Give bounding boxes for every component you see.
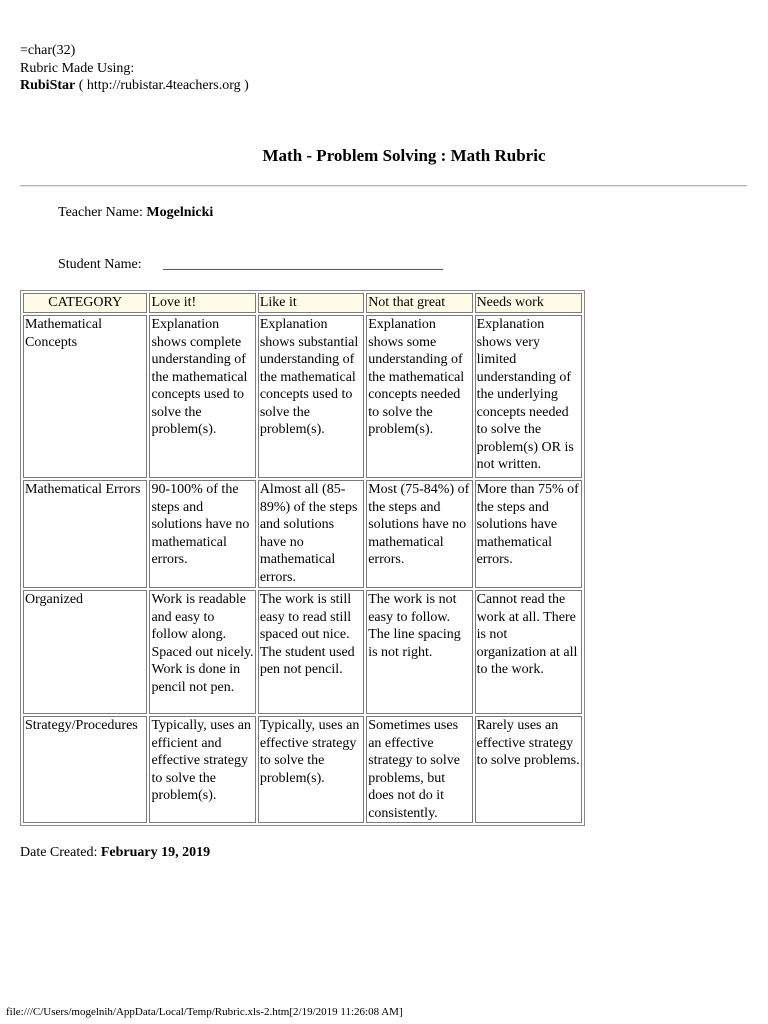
table-cell: Explanation shows some understanding of the mathematical concepts needed to solve the problem(s). xyxy=(366,315,472,478)
table-cell: More than 75% of the steps and solutions have mathematical errors. xyxy=(475,480,582,588)
table-cell: Typically, uses an efficient and effective strategy to solve the problem(s). xyxy=(149,716,255,823)
table-row xyxy=(23,590,582,714)
table-cell: Cannot read the work at all. There is not organization at all to the work. xyxy=(475,590,582,714)
source-url: ( http://rubistar.4teachers.org ) xyxy=(75,78,249,93)
student-name-line xyxy=(58,256,443,273)
table-cell: The work is not easy to follow. The line spacing is not right. xyxy=(366,590,472,714)
brand-name: RubiStar xyxy=(20,78,76,93)
horizontal-divider xyxy=(20,185,747,187)
table-row xyxy=(23,480,582,588)
header-category: CATEGORY xyxy=(23,293,147,313)
row-category: Strategy/Procedures xyxy=(23,716,147,823)
page-header xyxy=(20,42,249,95)
table-row xyxy=(23,716,582,823)
teacher-name: Mogelnicki xyxy=(146,205,214,220)
table-cell: The work is still easy to read still spaced out nice. The student used pen not pencil. xyxy=(258,590,364,714)
table-cell: Sometimes uses an effective strategy to solve problems, but does not do it consistently. xyxy=(366,716,472,823)
student-name-blank: ________________________________________ xyxy=(163,257,444,272)
table-cell: Explanation shows substantial understanding of the mathematical concepts used to solve the problem(s). xyxy=(258,315,364,478)
page-title: Math - Problem Solving : Math Rubric xyxy=(262,146,546,165)
date-created-line xyxy=(20,844,210,861)
table-cell: 90-100% of the steps and solutions have no mathematical errors. xyxy=(149,480,255,588)
table-cell: Rarely uses an effective strategy to solve problems. xyxy=(475,716,582,823)
file-path-footer: file:///C/Users/mogelnih/AppData/Local/Temp/Rubric.xls-2.htm[2/19/2019 11:26:08 AM] xyxy=(6,1006,403,1018)
row-category: Organized xyxy=(23,590,147,714)
rubric-header-row xyxy=(23,293,582,313)
table-cell: Explanation shows very limited understanding of the underlying concepts needed to solve the problem(s) OR is not written. xyxy=(475,315,582,478)
student-label: Student Name: xyxy=(58,257,142,272)
teacher-name-line xyxy=(58,204,213,221)
table-cell: Almost all (85-89%) of the steps and solutions have no mathematical errors. xyxy=(258,480,364,588)
rubric-table xyxy=(20,290,585,826)
table-cell: Typically, uses an effective strategy to solve the problem(s). xyxy=(258,716,364,823)
table-cell: Most (75-84%) of the steps and solutions have no mathematical errors. xyxy=(366,480,472,588)
char-line: =char(32) xyxy=(20,43,76,58)
header-level: Love it! xyxy=(149,293,255,313)
table-cell: Work is readable and easy to follow along. Spaced out nicely. Work is done in pencil not pen. xyxy=(149,590,255,714)
table-cell: Explanation shows complete understanding of the mathematical concepts used to solve the problem(s). xyxy=(149,315,255,478)
row-category: Mathematical Errors xyxy=(23,480,147,588)
row-category: Mathematical Concepts xyxy=(23,315,147,478)
header-level: Like it xyxy=(258,293,364,313)
header-level: Needs work xyxy=(475,293,582,313)
source-line xyxy=(20,77,249,95)
made-using-line: Rubric Made Using: xyxy=(20,60,135,76)
table-row xyxy=(23,315,582,478)
teacher-label: Teacher Name: xyxy=(58,205,147,220)
date-value: February 19, 2019 xyxy=(100,845,211,860)
date-label: Date Created: xyxy=(20,845,101,860)
header-level: Not that great xyxy=(366,293,472,313)
